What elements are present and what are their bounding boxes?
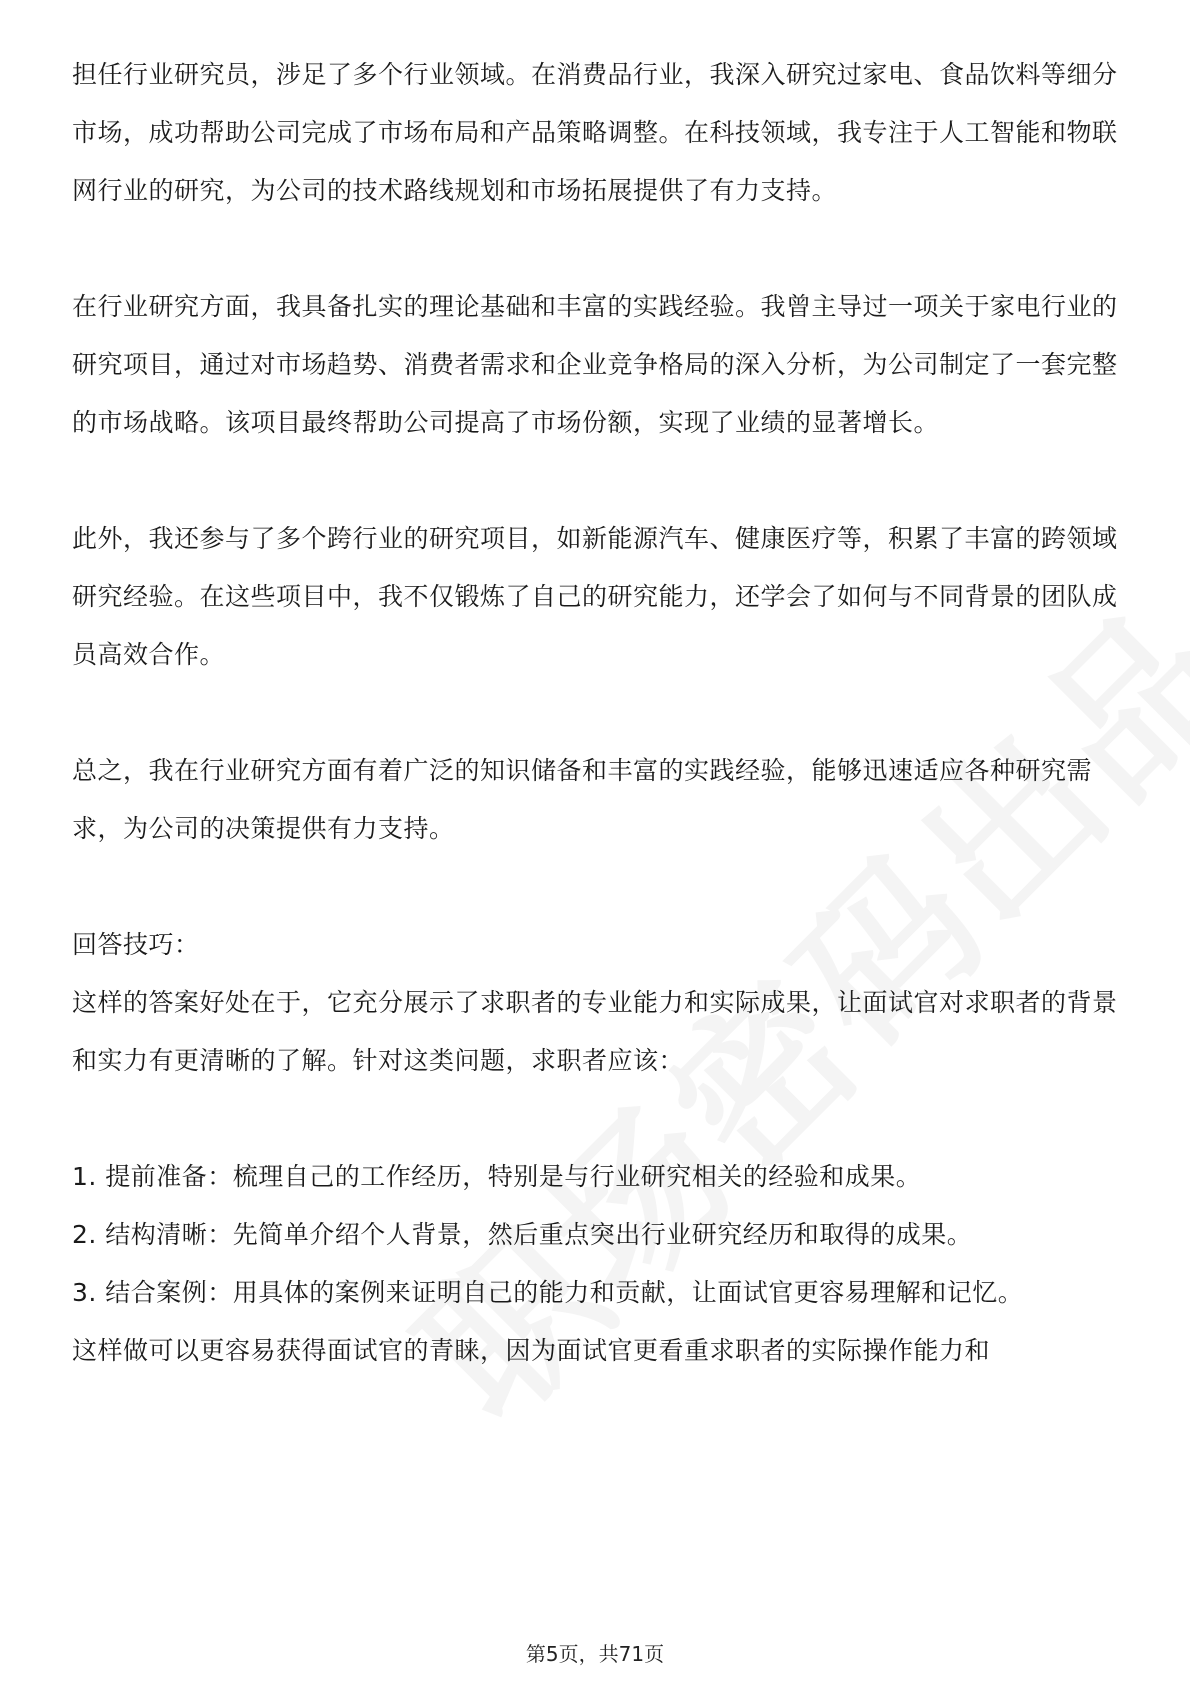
tips-item-1: 1. 提前准备：梳理自己的工作经历，特别是与行业研究相关的经验和成果。	[72, 1162, 922, 1191]
page-number: 第5页，共71页	[525, 1642, 665, 1666]
tips-closing: 这样做可以更容易获得面试官的青睐，因为面试官更看重求职者的实际操作能力和	[72, 1336, 991, 1365]
tips-item-3: 3. 结合案例：用具体的案例来证明自己的能力和贡献，让面试官更容易理解和记忆。	[72, 1278, 1024, 1307]
tips-heading: 回答技巧：	[72, 930, 200, 959]
tips-intro: 这样的答案好处在于，它充分展示了求职者的专业能力和实际成果，让面试官对求职者的背景和实力有更清晰的了解。针对这类问题，求职者应该：	[72, 988, 1118, 1075]
page-content	[72, 46, 1118, 1380]
paragraph-4: 总之，我在行业研究方面有着广泛的知识储备和丰富的实践经验，能够迅速适应各种研究需求，为公司的决策提供有力支持。	[72, 756, 1093, 843]
paragraph-3: 此外，我还参与了多个跨行业的研究项目，如新能源汽车、健康医疗等，积累了丰富的跨领域研究经验。在这些项目中，我不仅锻炼了自己的研究能力，还学会了如何与不同背景的团队成员高效合作。	[72, 524, 1118, 669]
tips-item-2: 2. 结构清晰：先简单介绍个人背景，然后重点突出行业研究经历和取得的成果。	[72, 1220, 973, 1249]
paragraph-2: 在行业研究方面，我具备扎实的理论基础和丰富的实践经验。我曾主导过一项关于家电行业的研究项目，通过对市场趋势、消费者需求和企业竞争格局的深入分析，为公司制定了一套完整的市场战略。该项目最终帮助公司提高了市场份额，实现了业绩的显著增长。	[72, 292, 1118, 437]
paragraph-1: 担任行业研究员，涉足了多个行业领域。在消费品行业，我深入研究过家电、食品饮料等细分市场，成功帮助公司完成了市场布局和产品策略调整。在科技领域，我专注于人工智能和物联网行业的研究，为公司的技术路线规划和市场拓展提供了有力支持。	[72, 60, 1118, 205]
